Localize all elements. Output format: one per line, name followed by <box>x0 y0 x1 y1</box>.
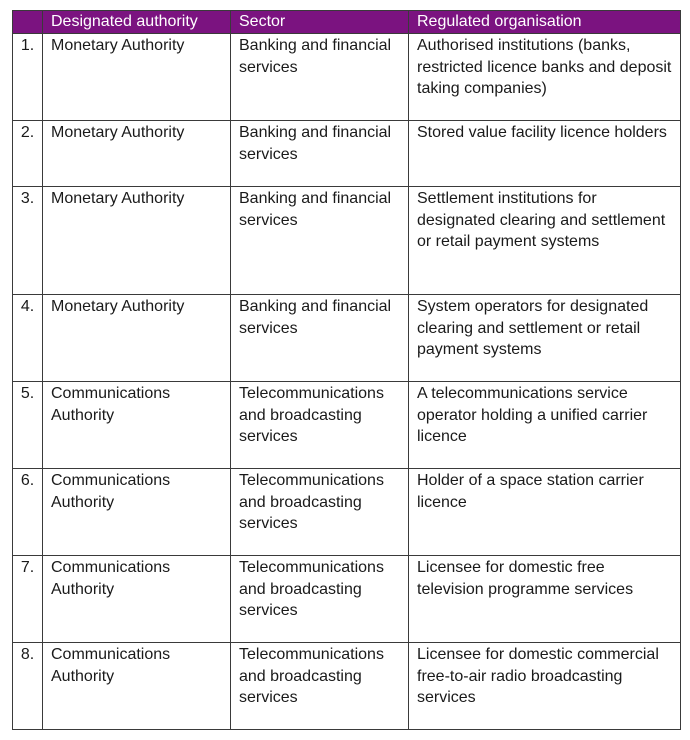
header-sector: Sector <box>231 11 409 34</box>
header-designated-authority: Designated authority <box>43 11 231 34</box>
sector-cell: Telecommunications and broadcasting services <box>231 469 409 556</box>
table-row <box>13 556 681 643</box>
table-row <box>13 295 681 382</box>
regulated-organisation-cell: Settlement institutions for designated clearing and settlement or retail payment systems <box>409 187 681 295</box>
regulated-organisation-cell: Holder of a space station carrier licence <box>409 469 681 556</box>
designated-authority-cell: Communications Authority <box>43 643 231 730</box>
regulated-organisation-cell: Licensee for domestic free television programme services <box>409 556 681 643</box>
designated-authority-cell: Monetary Authority <box>43 187 231 295</box>
sector-cell: Banking and financial services <box>231 34 409 121</box>
designated-authority-cell: Monetary Authority <box>43 121 231 187</box>
sector-cell: Banking and financial services <box>231 187 409 295</box>
regulated-organisation-cell: Stored value facility licence holders <box>409 121 681 187</box>
header-number <box>13 11 43 34</box>
table-header-row <box>13 11 681 34</box>
header-regulated-organisation: Regulated organisation <box>409 11 681 34</box>
row-number: 2. <box>13 121 43 187</box>
table-row <box>13 121 681 187</box>
designated-authority-cell: Communications Authority <box>43 382 231 469</box>
regulated-organisation-cell: A telecommunications service operator holding a unified carrier licence <box>409 382 681 469</box>
row-number: 4. <box>13 295 43 382</box>
table-row <box>13 382 681 469</box>
regulated-organisations-table <box>12 10 681 730</box>
sector-cell: Banking and financial services <box>231 121 409 187</box>
sector-cell: Banking and financial services <box>231 295 409 382</box>
row-number: 1. <box>13 34 43 121</box>
regulated-organisation-cell: System operators for designated clearing and settlement or retail payment systems <box>409 295 681 382</box>
regulated-organisations-table-container <box>12 10 681 730</box>
regulated-organisation-cell: Authorised institutions (banks, restricted licence banks and deposit taking companies) <box>409 34 681 121</box>
designated-authority-cell: Communications Authority <box>43 469 231 556</box>
row-number: 6. <box>13 469 43 556</box>
table-row <box>13 643 681 730</box>
row-number: 3. <box>13 187 43 295</box>
table-row <box>13 187 681 295</box>
sector-cell: Telecommunications and broadcasting services <box>231 556 409 643</box>
row-number: 5. <box>13 382 43 469</box>
designated-authority-cell: Monetary Authority <box>43 295 231 382</box>
table-row <box>13 469 681 556</box>
regulated-organisation-cell: Licensee for domestic commercial free-to-air radio broadcasting services <box>409 643 681 730</box>
sector-cell: Telecommunications and broadcasting services <box>231 643 409 730</box>
designated-authority-cell: Monetary Authority <box>43 34 231 121</box>
sector-cell: Telecommunications and broadcasting services <box>231 382 409 469</box>
row-number: 8. <box>13 643 43 730</box>
table-row <box>13 34 681 121</box>
designated-authority-cell: Communications Authority <box>43 556 231 643</box>
row-number: 7. <box>13 556 43 643</box>
